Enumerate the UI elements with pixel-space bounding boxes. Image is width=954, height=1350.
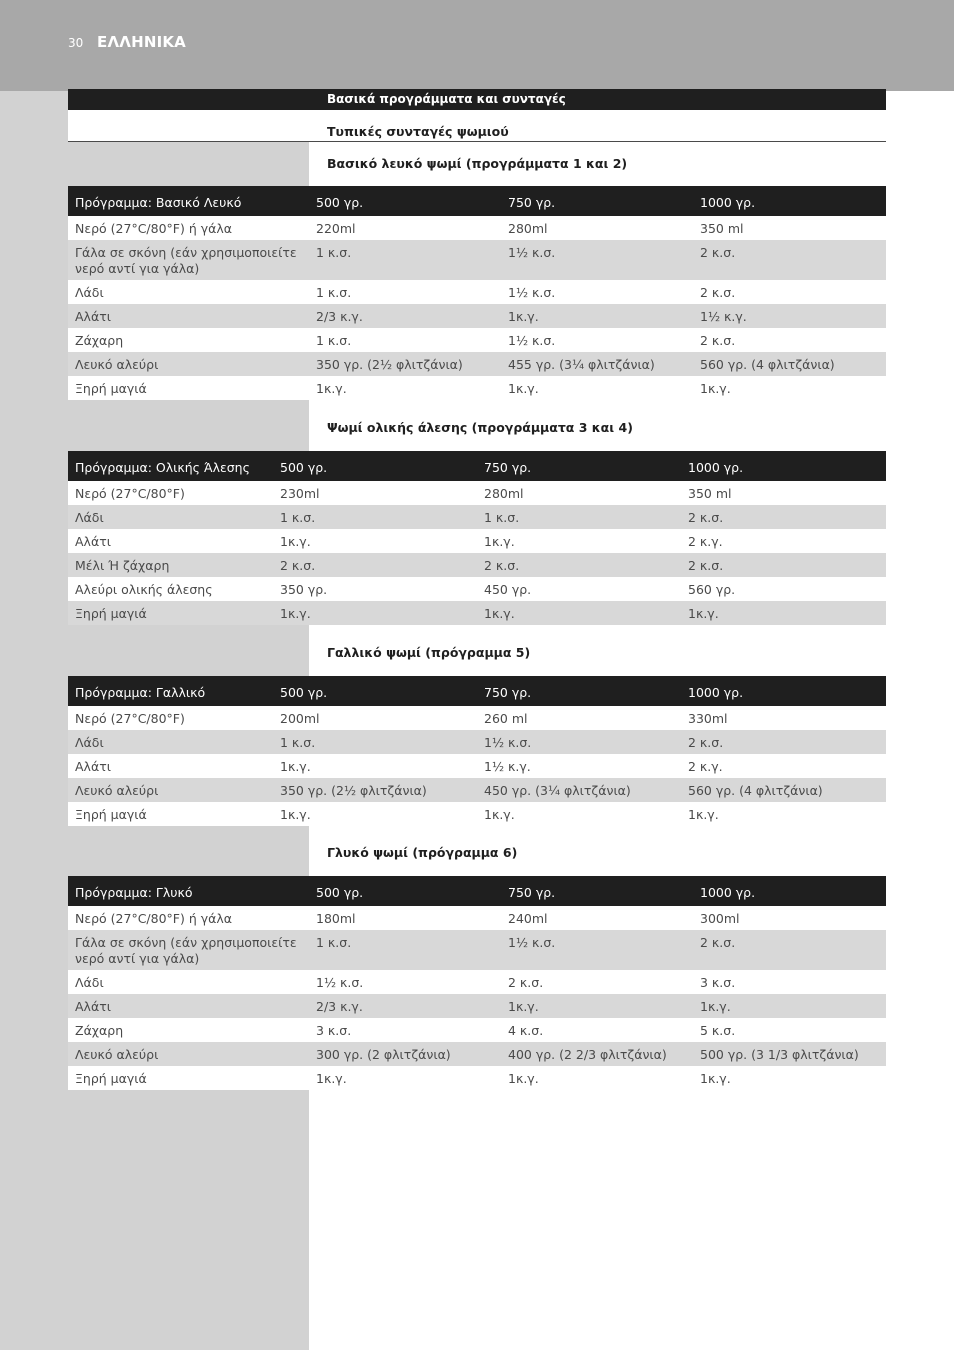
table-row	[68, 1042, 886, 1066]
amount-cell: 3 κ.σ.	[700, 975, 736, 990]
amount-cell: 2 κ.σ.	[681, 505, 886, 529]
amount-cell: 1½ κ.γ.	[693, 304, 886, 328]
ingredient-cell: Λευκό αλεύρι	[68, 352, 309, 376]
ingredient-cell: Αλάτι	[68, 994, 309, 1018]
ingredient-cell: Ξηρή μαγιά	[75, 807, 147, 822]
table-row	[68, 352, 886, 376]
section-title: Βασικά προγράμματα και συνταγές	[327, 92, 566, 106]
table-row	[68, 328, 886, 352]
ingredient-cell: Ξηρή μαγιά	[68, 601, 273, 625]
amount-cell: 1 κ.σ.	[316, 333, 352, 348]
amount-cell: 1 κ.σ.	[309, 240, 501, 280]
amount-cell: 450 γρ. (3¼ φλιτζάνια)	[477, 778, 681, 802]
recipe-title: Βασικό λευκό ψωμί (προγράμματα 1 και 2)	[327, 156, 628, 171]
recipe-table	[68, 451, 886, 625]
amount-cell: 1κ.γ.	[508, 1071, 539, 1086]
table-row	[68, 930, 886, 970]
table-header-row	[68, 676, 886, 706]
table-row	[68, 802, 886, 826]
amount-cell: 500 γρ. (3 1/3 φλιτζάνια)	[693, 1042, 886, 1066]
ingredient-cell: Αλάτι	[75, 759, 111, 774]
table-row	[68, 280, 886, 304]
header-cell: 500 γρ.	[309, 876, 501, 906]
table-row	[68, 577, 886, 601]
amount-cell: 2 κ.σ.	[693, 240, 886, 280]
ingredient-cell: Λάδι	[68, 505, 273, 529]
header-cell: 750 γρ.	[501, 876, 693, 906]
amount-cell: 300 γρ. (2 φλιτζάνια)	[309, 1042, 501, 1066]
header-cell: 750 γρ.	[477, 451, 681, 481]
amount-cell: 2 κ.σ.	[700, 285, 736, 300]
table-row	[68, 970, 886, 994]
amount-cell: 4 κ.σ.	[508, 1023, 544, 1038]
amount-cell: 2 κ.σ.	[681, 730, 886, 754]
amount-cell: 350 γρ.	[280, 582, 328, 597]
amount-cell: 1κ.γ.	[484, 534, 515, 549]
recipe-title: Γαλλικό ψωμί (πρόγραμμα 5)	[327, 645, 531, 660]
page-number: 30	[68, 36, 84, 50]
amount-cell: 350 ml	[700, 221, 744, 236]
amount-cell: 1κ.γ.	[501, 304, 693, 328]
table-row	[68, 601, 886, 625]
amount-cell: 1½ κ.σ.	[501, 930, 693, 970]
ingredient-cell: Λάδι	[75, 285, 104, 300]
recipe-table	[68, 186, 886, 400]
header-cell: Πρόγραμμα: Γλυκό	[68, 876, 309, 906]
amount-cell: 260 ml	[484, 711, 528, 726]
amount-cell: 240ml	[508, 911, 548, 926]
amount-cell: 2/3 κ.γ.	[309, 994, 501, 1018]
ingredient-cell: Λευκό αλεύρι	[68, 778, 273, 802]
amount-cell: 2/3 κ.γ.	[309, 304, 501, 328]
header-cell: 1000 γρ.	[693, 876, 886, 906]
amount-cell: 2 κ.σ.	[273, 553, 477, 577]
amount-cell: 1½ κ.σ.	[316, 975, 364, 990]
table-row	[68, 481, 886, 505]
amount-cell: 5 κ.σ.	[700, 1023, 736, 1038]
header-cell: 1000 γρ.	[681, 676, 886, 706]
amount-cell: 560 γρ. (4 φλιτζάνια)	[681, 778, 886, 802]
amount-cell: 1 κ.σ.	[316, 285, 352, 300]
table-row	[68, 529, 886, 553]
amount-cell: 1 κ.σ.	[477, 505, 681, 529]
amount-cell: 1κ.γ.	[316, 381, 347, 396]
amount-cell: 1κ.γ.	[280, 534, 311, 549]
amount-cell: 1κ.γ.	[693, 994, 886, 1018]
recipe-table	[68, 876, 886, 1090]
amount-cell: 300ml	[700, 911, 740, 926]
amount-cell: 2 κ.γ.	[688, 534, 723, 549]
amount-cell: 1½ κ.σ.	[477, 730, 681, 754]
amount-cell: 400 γρ. (2 2/3 φλιτζάνια)	[501, 1042, 693, 1066]
ingredient-cell: Νερό (27°C/80°F) ή γάλα	[75, 221, 233, 236]
amount-cell: 2 κ.γ.	[688, 759, 723, 774]
table-row	[68, 1018, 886, 1042]
subtitle-rule	[68, 141, 886, 142]
amount-cell: 1κ.γ.	[688, 807, 719, 822]
ingredient-cell: Μέλι Ή ζάχαρη	[68, 553, 273, 577]
amount-cell: 280ml	[508, 221, 548, 236]
ingredient-cell: Λάδι	[68, 730, 273, 754]
amount-cell: 1κ.γ.	[477, 601, 681, 625]
header-cell: 750 γρ.	[501, 186, 693, 216]
table-header-row	[68, 876, 886, 906]
table-header-row	[68, 186, 886, 216]
amount-cell: 1 κ.σ.	[273, 730, 477, 754]
amount-cell: 1κ.γ.	[280, 807, 311, 822]
amount-cell: 3 κ.σ.	[316, 1023, 352, 1038]
amount-cell: 560 γρ. (4 φλιτζάνια)	[693, 352, 886, 376]
table-row	[68, 754, 886, 778]
amount-cell: 350 ml	[688, 486, 732, 501]
table-row	[68, 730, 886, 754]
amount-cell: 1κ.γ.	[501, 994, 693, 1018]
amount-cell: 1κ.γ.	[508, 381, 539, 396]
amount-cell: 280ml	[484, 486, 524, 501]
amount-cell: 455 γρ. (3¼ φλιτζάνια)	[501, 352, 693, 376]
subtitle: Τυπικές συνταγές ψωμιού	[327, 124, 509, 139]
amount-cell: 1 κ.σ.	[309, 930, 501, 970]
amount-cell: 1κ.γ.	[700, 1071, 731, 1086]
ingredient-cell: Λευκό αλεύρι	[68, 1042, 309, 1066]
amount-cell: 1½ κ.σ.	[501, 240, 693, 280]
table-row	[68, 216, 886, 240]
table-row	[68, 994, 886, 1018]
amount-cell: 200ml	[280, 711, 320, 726]
margin-strip	[68, 110, 309, 142]
amount-cell: 1½ κ.σ.	[508, 333, 556, 348]
amount-cell: 2 κ.σ.	[693, 930, 886, 970]
amount-cell: 230ml	[280, 486, 320, 501]
ingredient-cell: Ξηρή μαγιά	[75, 1071, 147, 1086]
recipe-title: Γλυκό ψωμί (πρόγραμμα 6)	[327, 845, 518, 860]
amount-cell: 1κ.γ.	[700, 381, 731, 396]
amount-cell: 450 γρ.	[484, 582, 532, 597]
ingredient-cell: Νερό (27°C/80°F)	[75, 711, 185, 726]
amount-cell: 330ml	[688, 711, 728, 726]
table-row	[68, 706, 886, 730]
ingredient-cell: Ξηρή μαγιά	[75, 381, 147, 396]
header-cell: 1000 γρ.	[693, 186, 886, 216]
amount-cell: 560 γρ.	[688, 582, 736, 597]
header-cell: 500 γρ.	[309, 186, 501, 216]
language-title: ΕΛΛΗΝΙΚΑ	[97, 33, 186, 51]
table-row	[68, 1066, 886, 1090]
table-row	[68, 505, 886, 529]
header-cell: 500 γρ.	[273, 451, 477, 481]
amount-cell: 1κ.γ.	[280, 759, 311, 774]
section-title-bar	[68, 89, 886, 110]
amount-cell: 2 κ.σ.	[681, 553, 886, 577]
ingredient-cell: Νερό (27°C/80°F)	[75, 486, 185, 501]
amount-cell: 220ml	[316, 221, 356, 236]
table-row	[68, 376, 886, 400]
header-cell: 1000 γρ.	[681, 451, 886, 481]
amount-cell: 2 κ.σ.	[477, 553, 681, 577]
ingredient-cell: Ζάχαρη	[75, 333, 124, 348]
amount-cell: 1 κ.σ.	[273, 505, 477, 529]
table-row	[68, 553, 886, 577]
amount-cell: 1κ.γ.	[484, 807, 515, 822]
ingredient-cell: Γάλα σε σκόνη (εάν χρησιμοποιείτε νερό αντί για γάλα)	[68, 240, 309, 280]
amount-cell: 2 κ.σ.	[700, 333, 736, 348]
recipe-title: Ψωμί ολικής άλεσης (προγράμματα 3 και 4)	[327, 420, 633, 435]
amount-cell: 2 κ.σ.	[508, 975, 544, 990]
ingredient-cell: Ζάχαρη	[75, 1023, 124, 1038]
table-header-row	[68, 451, 886, 481]
amount-cell: 180ml	[316, 911, 356, 926]
header-cell: Πρόγραμμα: Βασικό Λευκό	[68, 186, 309, 216]
table-row	[68, 240, 886, 280]
amount-cell: 1κ.γ.	[681, 601, 886, 625]
recipe-table	[68, 676, 886, 826]
header-cell: 750 γρ.	[477, 676, 681, 706]
table-row	[68, 778, 886, 802]
amount-cell: 1½ κ.σ.	[508, 285, 556, 300]
header-cell: Πρόγραμμα: Γαλλικό	[68, 676, 273, 706]
ingredient-cell: Αλεύρι ολικής άλεσης	[75, 582, 213, 597]
amount-cell: 1κ.γ.	[316, 1071, 347, 1086]
header-cell: Πρόγραμμα: Ολικής Άλεσης	[68, 451, 273, 481]
ingredient-cell: Αλάτι	[75, 534, 111, 549]
table-row	[68, 304, 886, 328]
ingredient-cell: Αλάτι	[68, 304, 309, 328]
amount-cell: 1κ.γ.	[273, 601, 477, 625]
header-cell: 500 γρ.	[273, 676, 477, 706]
ingredient-cell: Γάλα σε σκόνη (εάν χρησιμοποιείτε νερό αντί για γάλα)	[68, 930, 309, 970]
amount-cell: 350 γρ. (2½ φλιτζάνια)	[309, 352, 501, 376]
amount-cell: 350 γρ. (2½ φλιτζάνια)	[273, 778, 477, 802]
table-row	[68, 906, 886, 930]
amount-cell: 1½ κ.γ.	[484, 759, 531, 774]
ingredient-cell: Νερό (27°C/80°F) ή γάλα	[75, 911, 233, 926]
ingredient-cell: Λάδι	[75, 975, 104, 990]
